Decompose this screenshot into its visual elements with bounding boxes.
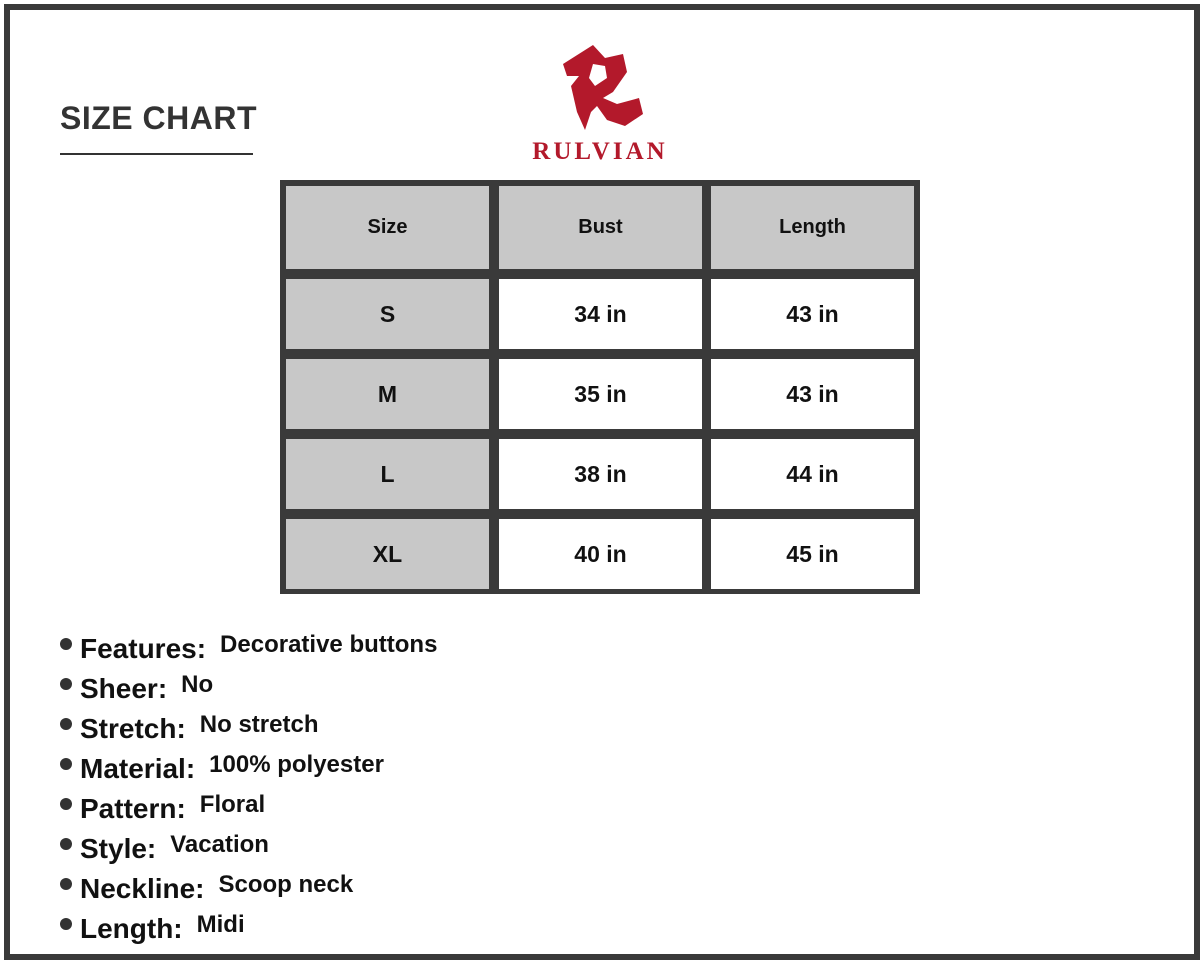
spec-value: Vacation <box>170 831 269 858</box>
length-cell: 45 in <box>711 519 914 589</box>
size-cell: L <box>286 439 489 509</box>
bullet-icon <box>60 718 72 730</box>
bust-cell: 35 in <box>499 359 702 429</box>
column-header-size: Size <box>286 186 489 269</box>
bust-cell: 34 in <box>499 279 702 349</box>
bullet-icon <box>60 758 72 770</box>
bullet-icon <box>60 798 72 810</box>
bullet-icon <box>60 878 72 890</box>
stylized-r-logo-icon <box>555 42 645 137</box>
spec-label: Pattern: <box>80 793 186 824</box>
spec-item-length <box>58 906 758 946</box>
size-cell: XL <box>286 519 489 589</box>
spec-value: No stretch <box>199 711 319 738</box>
spec-value: Scoop neck <box>218 871 354 898</box>
spec-label: Style: <box>80 833 157 864</box>
length-cell: 43 in <box>711 359 914 429</box>
column-header-bust: Bust <box>499 186 702 269</box>
spec-item-pattern <box>58 786 758 826</box>
brand-logo-text: RULVIAN <box>532 138 668 165</box>
size-cell: S <box>286 279 489 349</box>
bullet-icon <box>60 838 72 850</box>
spec-label: Features: <box>80 633 207 664</box>
spec-label: Neckline: <box>80 873 205 904</box>
bullet-icon <box>60 918 72 930</box>
product-specs-list <box>58 626 758 946</box>
bust-cell: 38 in <box>499 439 702 509</box>
spec-item-style <box>58 826 758 866</box>
bullet-icon <box>60 638 72 650</box>
size-table <box>280 180 920 594</box>
spec-item-material <box>58 746 758 786</box>
spec-label: Material: <box>80 753 196 784</box>
spec-item-neckline <box>58 866 758 906</box>
length-cell: 44 in <box>711 439 914 509</box>
spec-item-stretch <box>58 706 758 746</box>
bust-cell: 40 in <box>499 519 702 589</box>
spec-value: 100% polyester <box>209 751 384 778</box>
spec-value: Decorative buttons <box>220 631 438 658</box>
column-header-length: Length <box>711 186 914 269</box>
spec-label: Length: <box>80 913 183 944</box>
title-underline <box>60 153 253 155</box>
bullet-icon <box>60 678 72 690</box>
spec-label: Stretch: <box>80 713 186 744</box>
spec-item-features <box>58 626 758 666</box>
spec-value: Floral <box>199 791 266 818</box>
spec-value: No <box>181 671 214 698</box>
spec-item-sheer <box>58 666 758 706</box>
spec-value: Midi <box>196 911 245 938</box>
spec-label: Sheer: <box>80 673 168 704</box>
size-cell: M <box>286 359 489 429</box>
length-cell: 43 in <box>711 279 914 349</box>
page-title: SIZE CHART <box>60 100 257 136</box>
